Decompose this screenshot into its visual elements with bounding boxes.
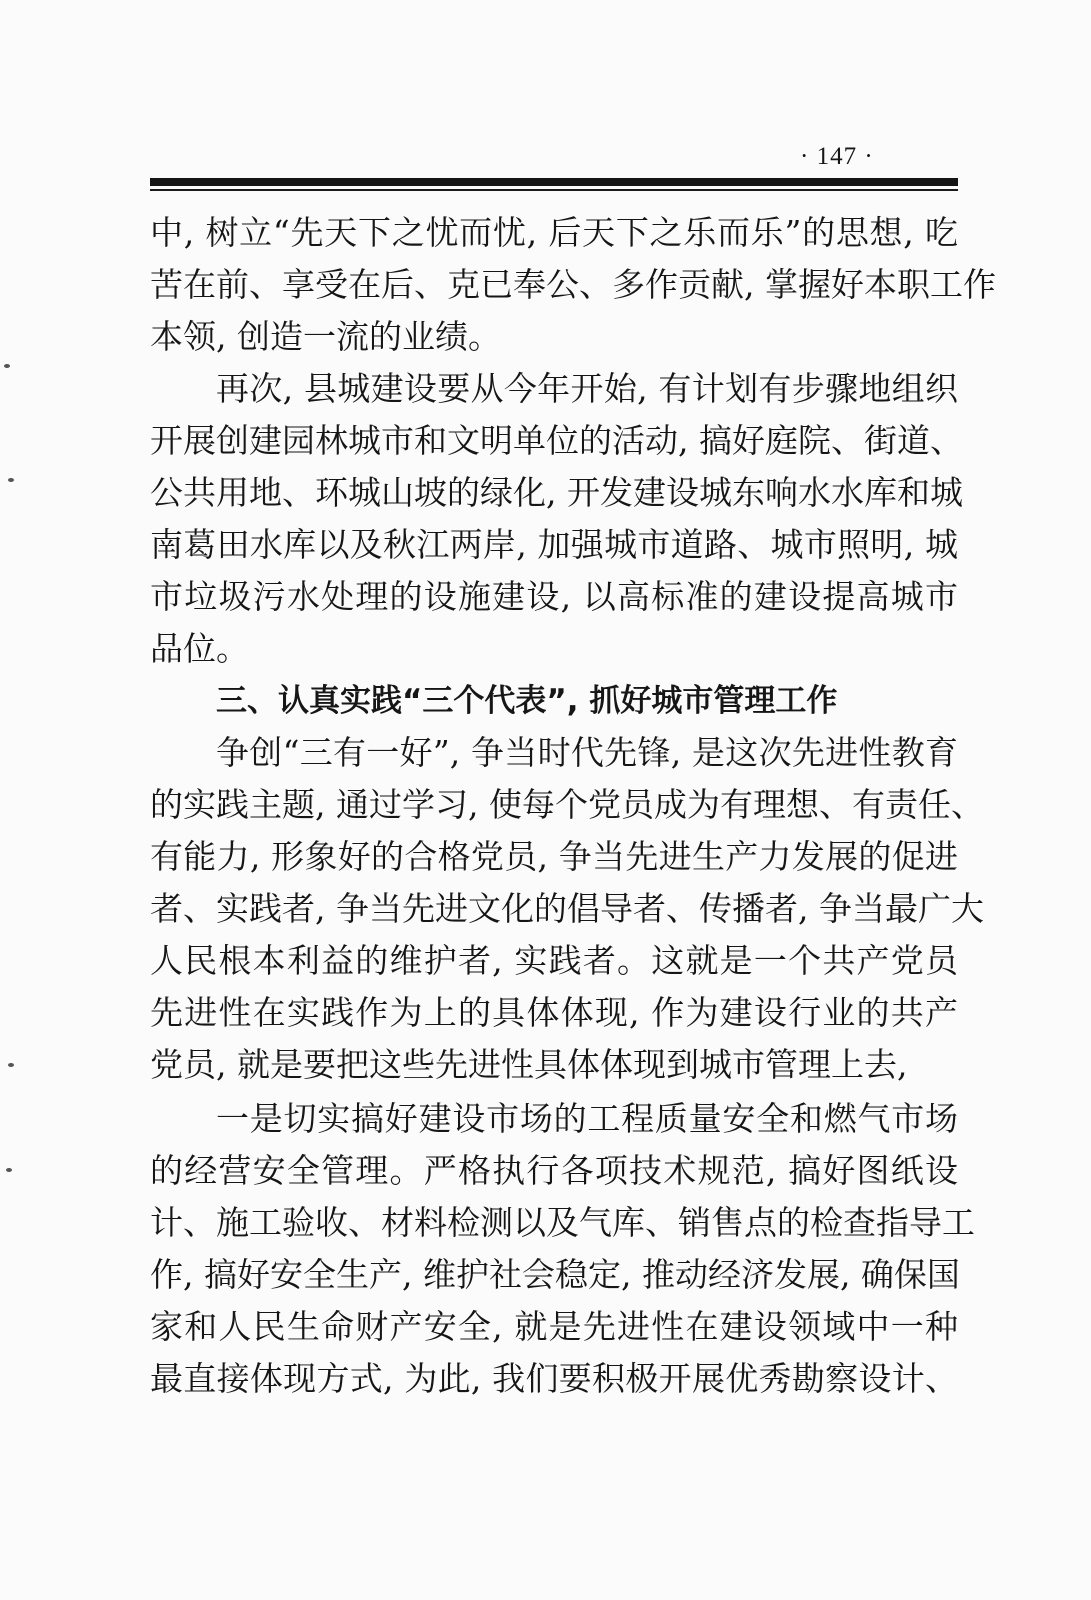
header-rule-thick [150, 178, 958, 186]
scan-speck [4, 364, 10, 368]
scan-speck [8, 478, 14, 482]
text-line: 品位。 [150, 629, 249, 668]
text-line: 有能力, 形象好的合格党员, 争当先进生产力发展的促进 [150, 837, 958, 876]
text-line: 公共用地、环城山坡的绿化, 开发建设城东响水水库和城 [150, 473, 963, 512]
section-heading: 三、认真实践“三个代表”, 抓好城市管理工作 [216, 683, 838, 719]
text-line: 先进性在实践作为上的具体体现, 作为建设行业的共产 [150, 993, 958, 1032]
text-line: 最直接体现方式, 为此, 我们要积极开展优秀勘察设计、 [150, 1359, 958, 1398]
text-line: 党员, 就是要把这些先进性具体体现到城市管理上去, [150, 1045, 908, 1084]
text-line: 市垃圾污水处理的设施建设, 以高标准的建设提高城市 [150, 577, 958, 616]
text-line: 本领, 创造一流的业绩。 [150, 317, 501, 356]
text-line: 一是切实搞好建设市场的工程质量安全和燃气市场 [216, 1099, 958, 1138]
text-line: 家和人民生命财产安全, 就是先进性在建设领域中一种 [150, 1307, 958, 1346]
text-line: 中, 树立“先天下之忧而忧, 后天下之乐而乐”的思想, 吃 [150, 213, 958, 252]
text-line: 者、实践者, 争当先进文化的倡导者、传播者, 争当最广大 [150, 889, 984, 928]
text-line: 的实践主题, 通过学习, 使每个党员成为有理想、有责任、 [150, 785, 984, 824]
scan-speck [8, 1063, 14, 1067]
header-rule-thin [150, 189, 958, 191]
scan-speck [6, 1168, 12, 1172]
text-line: 苦在前、享受在后、克已奉公、多作贡献, 掌握好本职工作 [150, 265, 996, 304]
text-line: 再次, 县城建设要从今年开始, 有计划有步骤地组织 [216, 369, 958, 408]
text-line: 人民根本利益的维护者, 实践者。这就是一个共产党员 [150, 941, 958, 980]
text-line: 作, 搞好安全生产, 维护社会稳定, 推动经济发展, 确保国 [150, 1255, 960, 1294]
page-number: · 147 · [800, 143, 874, 170]
text-line: 开展创建园林城市和文明单位的活动, 搞好庭院、街道、 [150, 421, 963, 460]
text-line: 南葛田水库以及秋江两岸, 加强城市道路、城市照明, 城 [150, 525, 958, 564]
text-line: 争创“三有一好”, 争当时代先锋, 是这次先进性教育 [216, 733, 958, 772]
text-line: 的经营安全管理。严格执行各项技术规范, 搞好图纸设 [150, 1151, 958, 1190]
text-line: 计、施工验收、材料检测以及气库、销售点的检查指导工 [150, 1203, 975, 1242]
